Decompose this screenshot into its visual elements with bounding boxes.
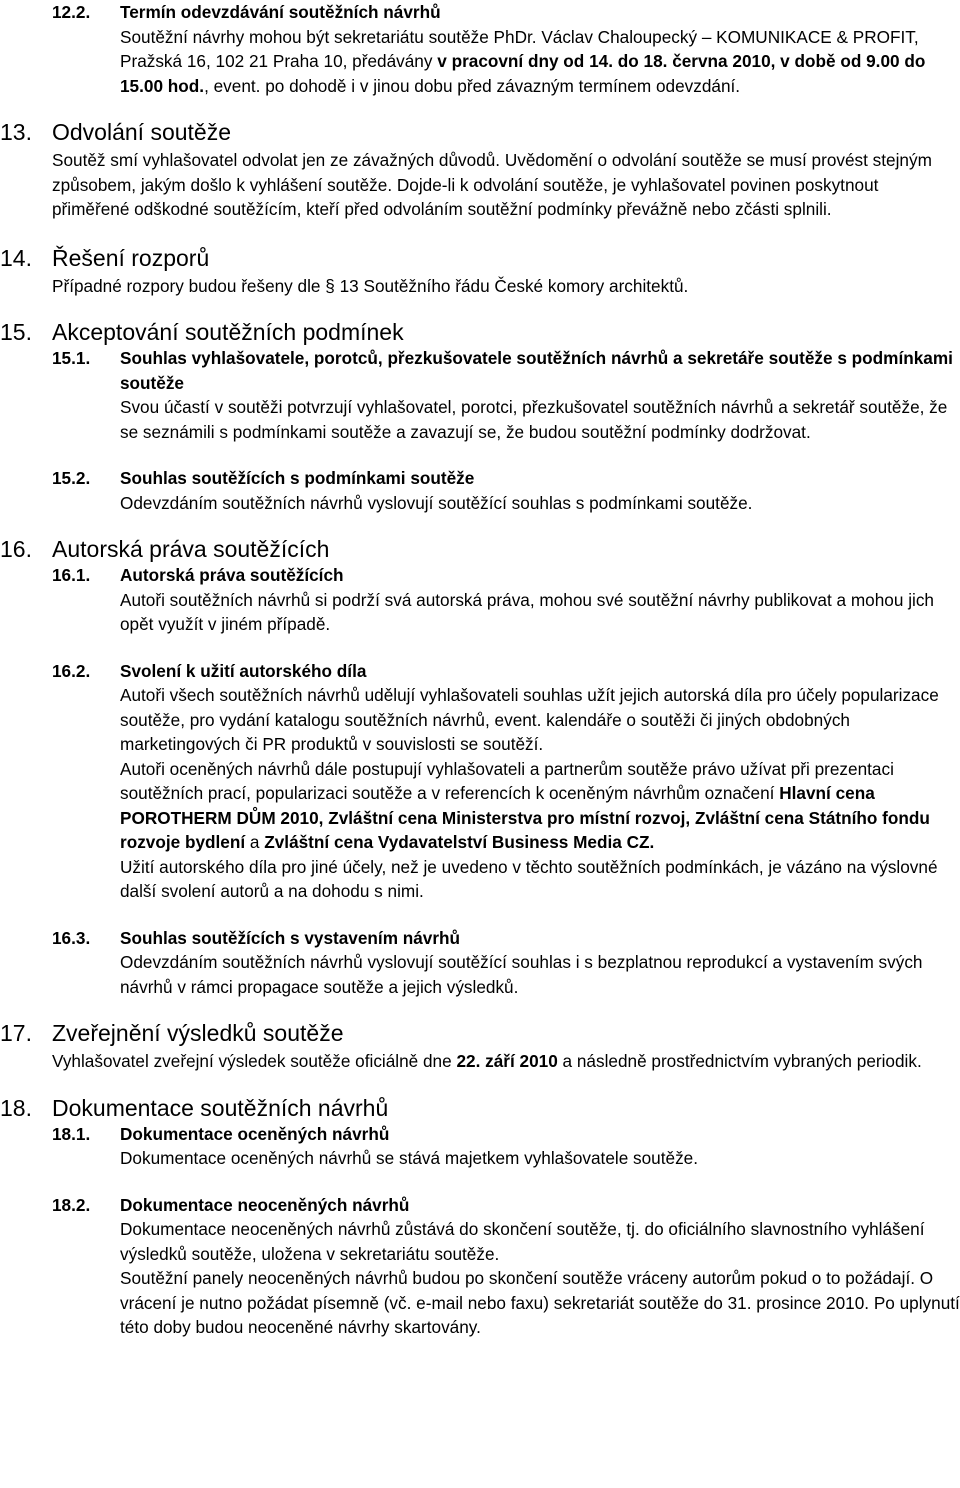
subsection-text: Odevzdáním soutěžních návrhů vyslovují soutěžící souhlas i s bezplatnou reprodukcí a vystavením svých návrhů v rámci propagace soutěže a jejich výsledků. xyxy=(120,952,923,997)
subsection-number: 16.3. xyxy=(52,927,91,948)
section-heading: 15. Akceptování soutěžních podmínek xyxy=(0,319,404,345)
subsection-18-2 xyxy=(52,1193,960,1340)
subsection-title: Dokumentace neoceněných návrhů xyxy=(120,1194,410,1215)
subsection-number: 16.2. xyxy=(52,660,91,681)
section-13 xyxy=(0,118,960,222)
subsection-number: 16.1. xyxy=(52,565,91,585)
paragraph: Vyhlašovatel zveřejní výsledek soutěže oficiálně dne 22. září 2010 a následně prostřednictvím vybraných periodik. xyxy=(52,1051,922,1071)
subsection-15-1 xyxy=(52,346,960,444)
subsection-title: Autorská práva soutěžících xyxy=(120,565,344,585)
section-heading: 18. Dokumentace soutěžních návrhů xyxy=(0,1094,389,1121)
section-18 xyxy=(0,1094,960,1122)
subsection-number: 15.2. xyxy=(52,468,91,488)
subsection-text: Odevzdáním soutěžních návrhů vyslovují soutěžící souhlas s podmínkami soutěže. xyxy=(120,492,753,513)
subsection-title: Souhlas vyhlašovatele, porotců, přezkušovatele soutěžních návrhů a sekretáře soutěže s podmínkami soutěže xyxy=(120,348,953,393)
section-15 xyxy=(0,318,960,346)
subsection-16-3 xyxy=(52,926,960,1000)
subsection-text: Autoři soutěžních návrhů si podrží svá autorská práva, mohou své soutěžní návrhy publikovat a mohou jich opět využít v jiném případě. xyxy=(120,589,934,634)
subsection-text: Autoři oceněných návrhů dále postupují vyhlašovateli a partnerům soutěže právo užívat při prezentaci soutěžních prací, popularizaci soutěže a v referencích k oceněným návrhům označení Hlavní cena POROTHERM DŮM 2010, Zvláštní cena Ministerstva pro místní rozvoj, Zvláštní cena Státního fondu rozvoje bydlení a Zvláštní cena Vydavatelství Business Media CZ. xyxy=(120,758,930,852)
subsection-title: Termín odevzdávání soutěžních návrhů xyxy=(120,2,441,22)
subsection-text: Svou účastí v soutěži potvrzují vyhlašovatel, porotci, přezkušovatel soutěžních návrhů a sekretář soutěže, že se seznámili s podmínkami soutěže a zavazují se, že budou soutěžní podmínky dodržovat. xyxy=(120,397,948,442)
subsection-title: Svolení k užití autorského díla xyxy=(120,660,367,681)
subsection-text: Užití autorského díla pro jiné účely, než je uvedeno v těchto soutěžních podmínkách, je vázáno na výslovné další svolení autorů a na dohodu s nimi. xyxy=(120,856,938,901)
subsection-text: Soutěžní návrhy mohou být sekretariátu soutěže PhDr. Václav Chaloupecký – KOMUNIKACE & PROFIT, Pražská 16, 102 21 Praha 10, předávány v pracovní dny od 14. do 18. června 2010, v době od 9.00 do 15.00 hod., event. po dohodě i v jinou dobu před závazným termínem odevzdání. xyxy=(120,26,926,96)
section-17 xyxy=(0,1019,960,1074)
subsection-title: Souhlas soutěžících s vystavením návrhů xyxy=(120,927,461,948)
subsection-16-1 xyxy=(52,563,960,637)
subsection-15-2 xyxy=(52,466,960,515)
subsection-number: 12.2. xyxy=(52,2,91,22)
paragraph: Soutěž smí vyhlašovatel odvolat jen ze závažných důvodů. Uvědomění o odvolání soutěže se musí provést stejným způsobem, jakým došlo k vyhlášení soutěže. Dojde-li k odvolání soutěže, je vyhlašovatel povinen poskytnout přiměřené odškodné soutěžícím, kteří před odvoláním soutěžní podmínky převážně nebo zčásti splnili. xyxy=(52,150,932,219)
section-heading: 17. Zveřejnění výsledků soutěže xyxy=(0,1020,344,1046)
subsection-18-1 xyxy=(52,1122,960,1171)
subsection-number: 18.1. xyxy=(52,1123,91,1144)
subsection-12-2 xyxy=(52,0,960,98)
section-heading: 16. Autorská práva soutěžících xyxy=(0,536,330,562)
subsection-number: 15.1. xyxy=(52,348,91,368)
paragraph: Případné rozpory budou řešeny dle § 13 Soutěžního řádu České komory architektů. xyxy=(52,275,689,296)
subsection-title: Souhlas soutěžících s podmínkami soutěže xyxy=(120,468,475,488)
subsection-title: Dokumentace oceněných návrhů xyxy=(120,1123,390,1144)
subsection-text: Dokumentace oceněných návrhů se stává majetkem vyhlašovatele soutěže. xyxy=(120,1148,699,1168)
section-16 xyxy=(0,535,960,563)
section-14 xyxy=(0,244,960,299)
subsection-16-2 xyxy=(52,659,960,904)
subsection-text: Autoři všech soutěžních návrhů udělují vyhlašovateli souhlas užít jejich autorská díla pro účely popularizace soutěže, pro vydání katalogu soutěžních návrhů, event. kalendáře o soutěži či jiných obdobných marketingových či PR produktů v souvislosti se soutěží. xyxy=(120,685,939,754)
subsection-text: Dokumentace neoceněných návrhů zůstává do skončení soutěže, tj. do oficiálního slavnostního vyhlášení výsledků soutěže, uložena v sekretariátu soutěže. xyxy=(120,1219,925,1264)
subsection-text: Soutěžní panely neoceněných návrhů budou po skončení soutěže vráceny autorům pokud o to požádají. O vrácení je nutno požádat písemně (vč. e-mail nebo faxu) sekretariát soutěže do 31. prosince 2010. Po uplynutí této doby budou neoceněné návrhy skartovány. xyxy=(120,1268,960,1337)
section-heading: 14. Řešení rozporů xyxy=(0,244,210,271)
subsection-number: 18.2. xyxy=(52,1194,91,1215)
section-heading: 13. Odvolání soutěže xyxy=(0,119,232,145)
